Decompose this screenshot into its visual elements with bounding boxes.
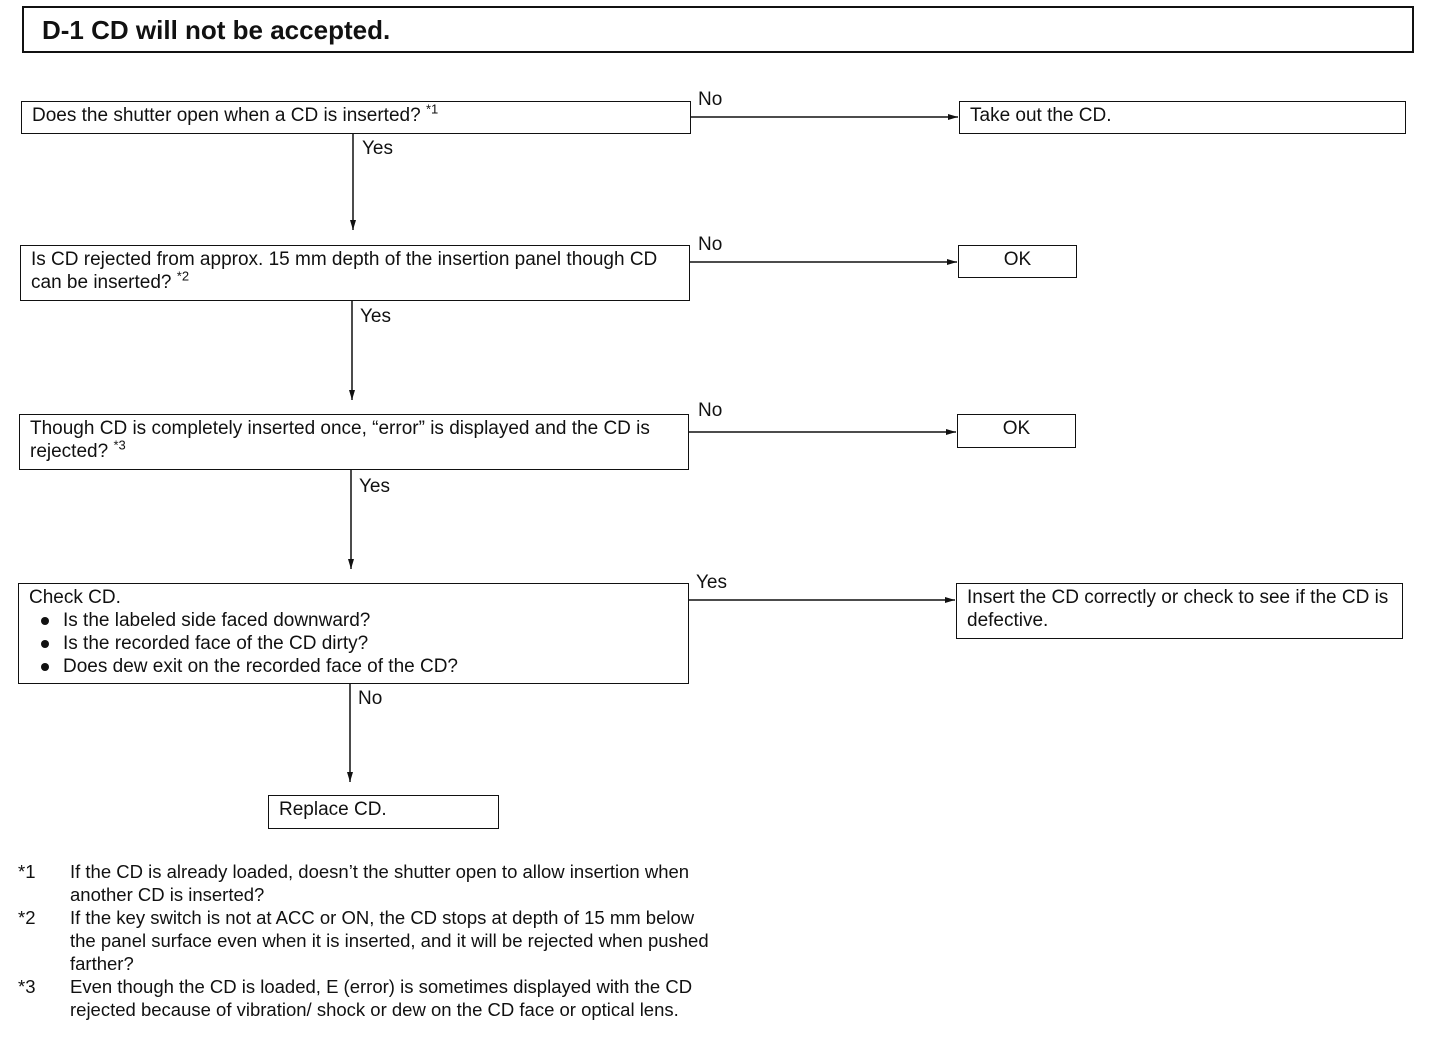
check-box-cd-condition: [18, 583, 689, 684]
footnotes: [18, 860, 718, 1021]
footnote-ref: *1: [425, 101, 439, 117]
result-box-ok: OK: [958, 245, 1077, 278]
action-box-take-out: Take out the CD.: [959, 101, 1406, 134]
check-heading: Check CD.: [29, 587, 121, 608]
branch-label-no: No: [698, 234, 723, 255]
branch-label-yes: Yes: [362, 138, 393, 159]
check-item: Does dew exit on the recorded face of the CD?: [29, 655, 678, 678]
check-list: [29, 609, 678, 678]
branch-label-yes: Yes: [360, 306, 391, 327]
check-item: Is the labeled side faced downward?: [29, 609, 678, 632]
footnote-text: If the CD is already loaded, doesn’t the shutter open to allow insertion when another CD is inserted?: [70, 861, 690, 905]
footnote: [18, 906, 718, 975]
branch-label-yes: Yes: [359, 476, 390, 497]
footnote-mark: *1: [18, 861, 36, 882]
decision-text: Is CD rejected from approx. 15 mm depth of the insertion panel though CD can be inserted?: [31, 249, 658, 293]
branch-label-no: No: [698, 400, 723, 421]
footnote-text: If the key switch is not at ACC or ON, the CD stops at depth of 15 mm below the panel surface even when it is inserted, and it will be rejected when pushed farther?: [70, 907, 709, 974]
decision-text: Though CD is completely inserted once, “error” is displayed and the CD is rejected?: [30, 418, 650, 462]
footnote-text: Even though the CD is loaded, E (error) is sometimes displayed with the CD rejected because of vibration/ shock or dew on the CD face or optical lens.: [70, 976, 693, 1020]
action-box-replace-cd: Replace CD.: [268, 795, 499, 829]
footnote: [18, 860, 718, 906]
footnote-ref: *2: [176, 268, 190, 284]
page-title: D-1 CD will not be accepted.: [22, 6, 1414, 53]
branch-label-no: No: [698, 89, 723, 110]
result-box-ok: OK: [957, 414, 1076, 448]
branch-label-no: No: [358, 688, 383, 709]
decision-box-rejected-depth: [20, 245, 690, 301]
footnote-ref: *3: [113, 437, 126, 453]
decision-box-error-displayed: [19, 414, 689, 470]
decision-text: Does the shutter open when a CD is inserted?: [32, 105, 421, 126]
check-item: Is the recorded face of the CD dirty?: [29, 632, 678, 655]
action-box-insert-correctly: Insert the CD correctly or check to see if the CD is defective.: [956, 583, 1403, 639]
footnote-mark: *3: [18, 976, 36, 997]
decision-box-shutter: [21, 101, 691, 134]
footnote-mark: *2: [18, 907, 36, 928]
footnote: [18, 975, 718, 1021]
branch-label-yes: Yes: [696, 572, 727, 593]
